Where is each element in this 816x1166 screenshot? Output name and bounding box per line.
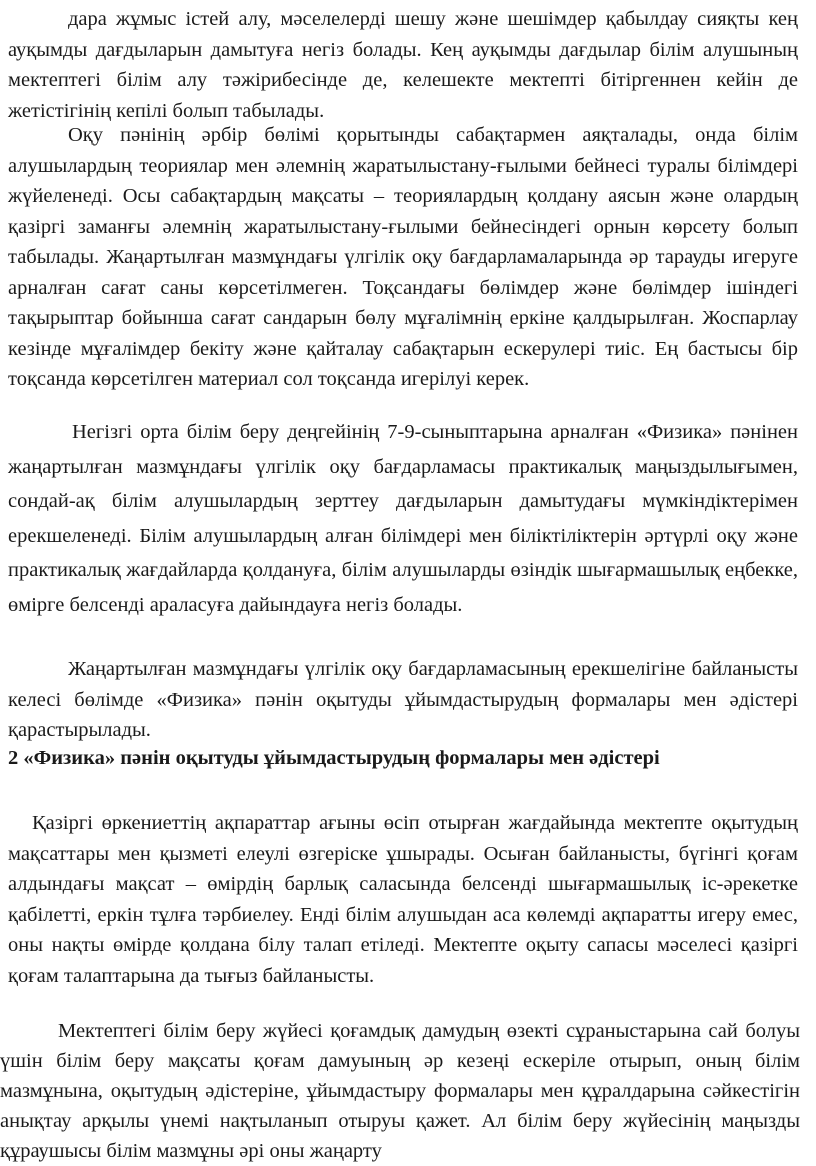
paragraph-education-system: Мектептегі білім беру жүйесі қоғамдық дамудың өзекті сұраныстарына сай болуы үшін білім беру мақсаты қоғам дамуының әр кезеңі ескеріле отырып, оның білім мазмұнына, оқытудың әдістеріне, ұйымдастыру формалары мен құралдарына сәйкестігін анықтау арқылы үнемі нақтыланып отыруы қажет. Ал білім беру жүйесінің маңызды құраушысы білім мазмұны әрі оны жаңарту [0, 1020, 800, 1162]
paragraph-skills-continuation: дара жұмыс істей алу, мәселелерді шешу және шешімдер қабылдау сияқты кең ауқымды дағдыларын дамытуға негіз болады. Кең ауқымды дағдылар білім алушының мектептегі білім алу тәжірибесінде де, келешекте мектепті бітіргеннен кейін де жетістігінің кепілі болып табылады. [8, 8, 798, 122]
paragraph-lesson-structure: Оқу пәнінің әрбір бөлімі қорытынды сабақтармен аяқталады, онда білім алушылардың теориялар мен әлемнің жаратылыстану-ғылыми бейнесі туралы білімдері жүйеленеді. Осы сабақтардың мақсаты – теориялардың қолдану аясын және олардың қазіргі заманғы әлемнің жаратылыстану-ғылыми бейнесіндегі орнын көрсету болып табылады. Жаңартылған мазмұндағы үлгілік оқу бағдарламаларында әр тарауды игеруге арналған сағат саны көрсетілмеген. Тоқсандағы бөлімдер және бөлімдер ішіндегі тақырыптар бойынша сағат сандарын бөлу мұғалімнің еркіне қалдырылған. Жоспарлау кезінде мұғалімдер бекіту және қайталау сабақтарын ескерулері тиіс. Ең бастысы бір тоқсанда көрсетілген материал сол тоқсанда игерілуі керек. [8, 124, 798, 390]
section-heading: 2 «Физика» пәнін оқытуды ұйымдастырудың формалары мен әдістері [8, 747, 660, 769]
paragraph-modern-education-goals: Қазіргі өркениеттің ақпараттар ағыны өсіп отырған жағдайында мектепте оқытудың мақсаттары мен қызметі елеулі өзгеріске ұшырады. Осыған байланысты, бүгінгі қоғам алдындағы мақсат – өмірдің барлық саласында белсенді шығармашылық іс-әрекетке қабілетті, еркін тұлға тәрбиелеу. Енді білім алушыдан аса көлемді ақпаратты игеру емес, оны нақты өмірде қолдана білу талап етіледі. Мектепте оқыту сапасы мәселесі қазіргі қоғам талаптарына да тығыз байланысты. [8, 812, 798, 987]
paragraph-physics-program: Негізгі орта білім беру деңгейінің 7-9-сыныптарына арналған «Физика» пәнінен жаңартылған мазмұндағы үлгілік оқу бағдарламасы практикалық маңыздылығымен, сондай-ақ білім алушылардың зерттеу дағдыларын дамытудағы мүмкіндіктерімен ерекшеленеді. Білім алушылардың алған білімдері мен біліктіліктерін әртүрлі оқу және практикалық жағдайларда қолдануға, білім алушыларды өзіндік шығармашылық еңбекке, өмірге белсенді араласуға дайындауға негіз болады. [8, 421, 798, 616]
paragraph-next-section-intro: Жаңартылған мазмұндағы үлгілік оқу бағдарламасының ерекшелігіне байланысты келесі бөлімде «Физика» пәнін оқытуды ұйымдастырудың формалары мен әдістері қарастырылады. [8, 658, 798, 741]
